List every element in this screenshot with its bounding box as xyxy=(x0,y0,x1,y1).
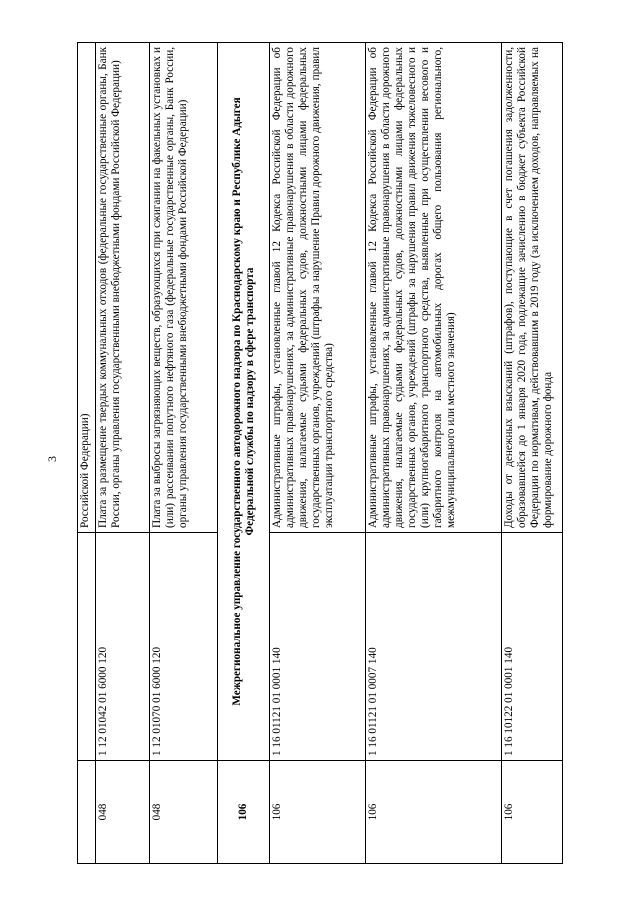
kbk-code-cell: 1 16 01121 01 0007 140 xyxy=(366,532,502,760)
admin-code-cell: 106 xyxy=(502,760,563,863)
table-row xyxy=(502,42,563,863)
kbk-code-cell: 1 12 01070 01 6000 120 xyxy=(150,532,218,760)
description-cell: Плата за размещение твердых коммунальных отходов (федеральные государственные органы, Банк России, органы управления государственными внебюджетными фондами Российской Федерации) xyxy=(96,42,150,532)
rotated-table-container xyxy=(77,42,563,864)
kbk-code-cell: 1 16 10122 01 0001 140 xyxy=(502,532,563,760)
description-cell: Доходы от денежных взысканий (штрафов), поступающие в счет погашения задолженности, образовавшейся до 1 января 2020 года, подлежащие зачислению в бюджет субъекта Российской Федерации по нормативам, действовавшим в 2019 году (за исключением доходов, направляемых на формирование дорожного фонда xyxy=(502,42,563,532)
admin-code-cell: 048 xyxy=(96,760,150,863)
kbk-code-cell: 1 12 01042 01 6000 120 xyxy=(96,532,150,760)
table-row xyxy=(366,42,502,863)
description-cell: Плата за выбросы загрязняющих веществ, образующихся при сжигании на факельных установках и (или) рассеивании попутного нефтяного газа (федеральные государственные органы, Банк России, органы управления государственными внебюджетными фондами Российской Федерации) xyxy=(150,42,218,532)
section-header-row xyxy=(218,42,270,863)
kbk-code-cell: 1 16 01121 01 0001 140 xyxy=(270,532,366,760)
admin-code-cell: 106 xyxy=(270,760,366,863)
description-cell: Административные штрафы, установленные главой 12 Кодекса Российской Федерации об административных правонарушениях, за административные правонарушения в области дорожного движения, налагаемые судьями федеральных судов, должностными лицами федеральных государственных органов, учреждений (штрафы за нарушения правил движения тяжеловесного и (или) крупногабаритного транспортного средства, выявленные при осуществлении весового и габаритного контроля на автомобильных дорогах общего пользования регионального, межмуниципального или местного значения) xyxy=(366,42,502,532)
kbk-code-cell xyxy=(78,532,96,760)
admin-code-cell: 048 xyxy=(150,760,218,863)
table-row xyxy=(96,42,150,863)
revenue-codes-table xyxy=(77,42,563,864)
admin-code-cell xyxy=(78,760,96,863)
section-title-cell: Межрегиональное управление государственного автодорожного надзора по Краснодарскому краю и Республике Адыгея Федеральной службы по надзору в сфере транспорта xyxy=(218,42,270,760)
table-row xyxy=(150,42,218,863)
description-cell: Российской Федерации) xyxy=(78,42,96,532)
page-number: 3 xyxy=(45,456,59,462)
admin-code-cell: 106 xyxy=(366,760,502,863)
table-row xyxy=(78,42,96,863)
section-code-cell: 106 xyxy=(218,760,270,863)
table-row xyxy=(270,42,366,863)
description-cell: Административные штрафы, установленные главой 12 Кодекса Российской Федерации об административных правонарушениях, за административные правонарушения в области дорожного движения, налагаемые судьями федеральных судов, должностными лицами федеральных государственных органов, учреждений (штрафы за нарушение Правил дорожного движения, правил эксплуатации транспортного средства) xyxy=(270,42,366,532)
